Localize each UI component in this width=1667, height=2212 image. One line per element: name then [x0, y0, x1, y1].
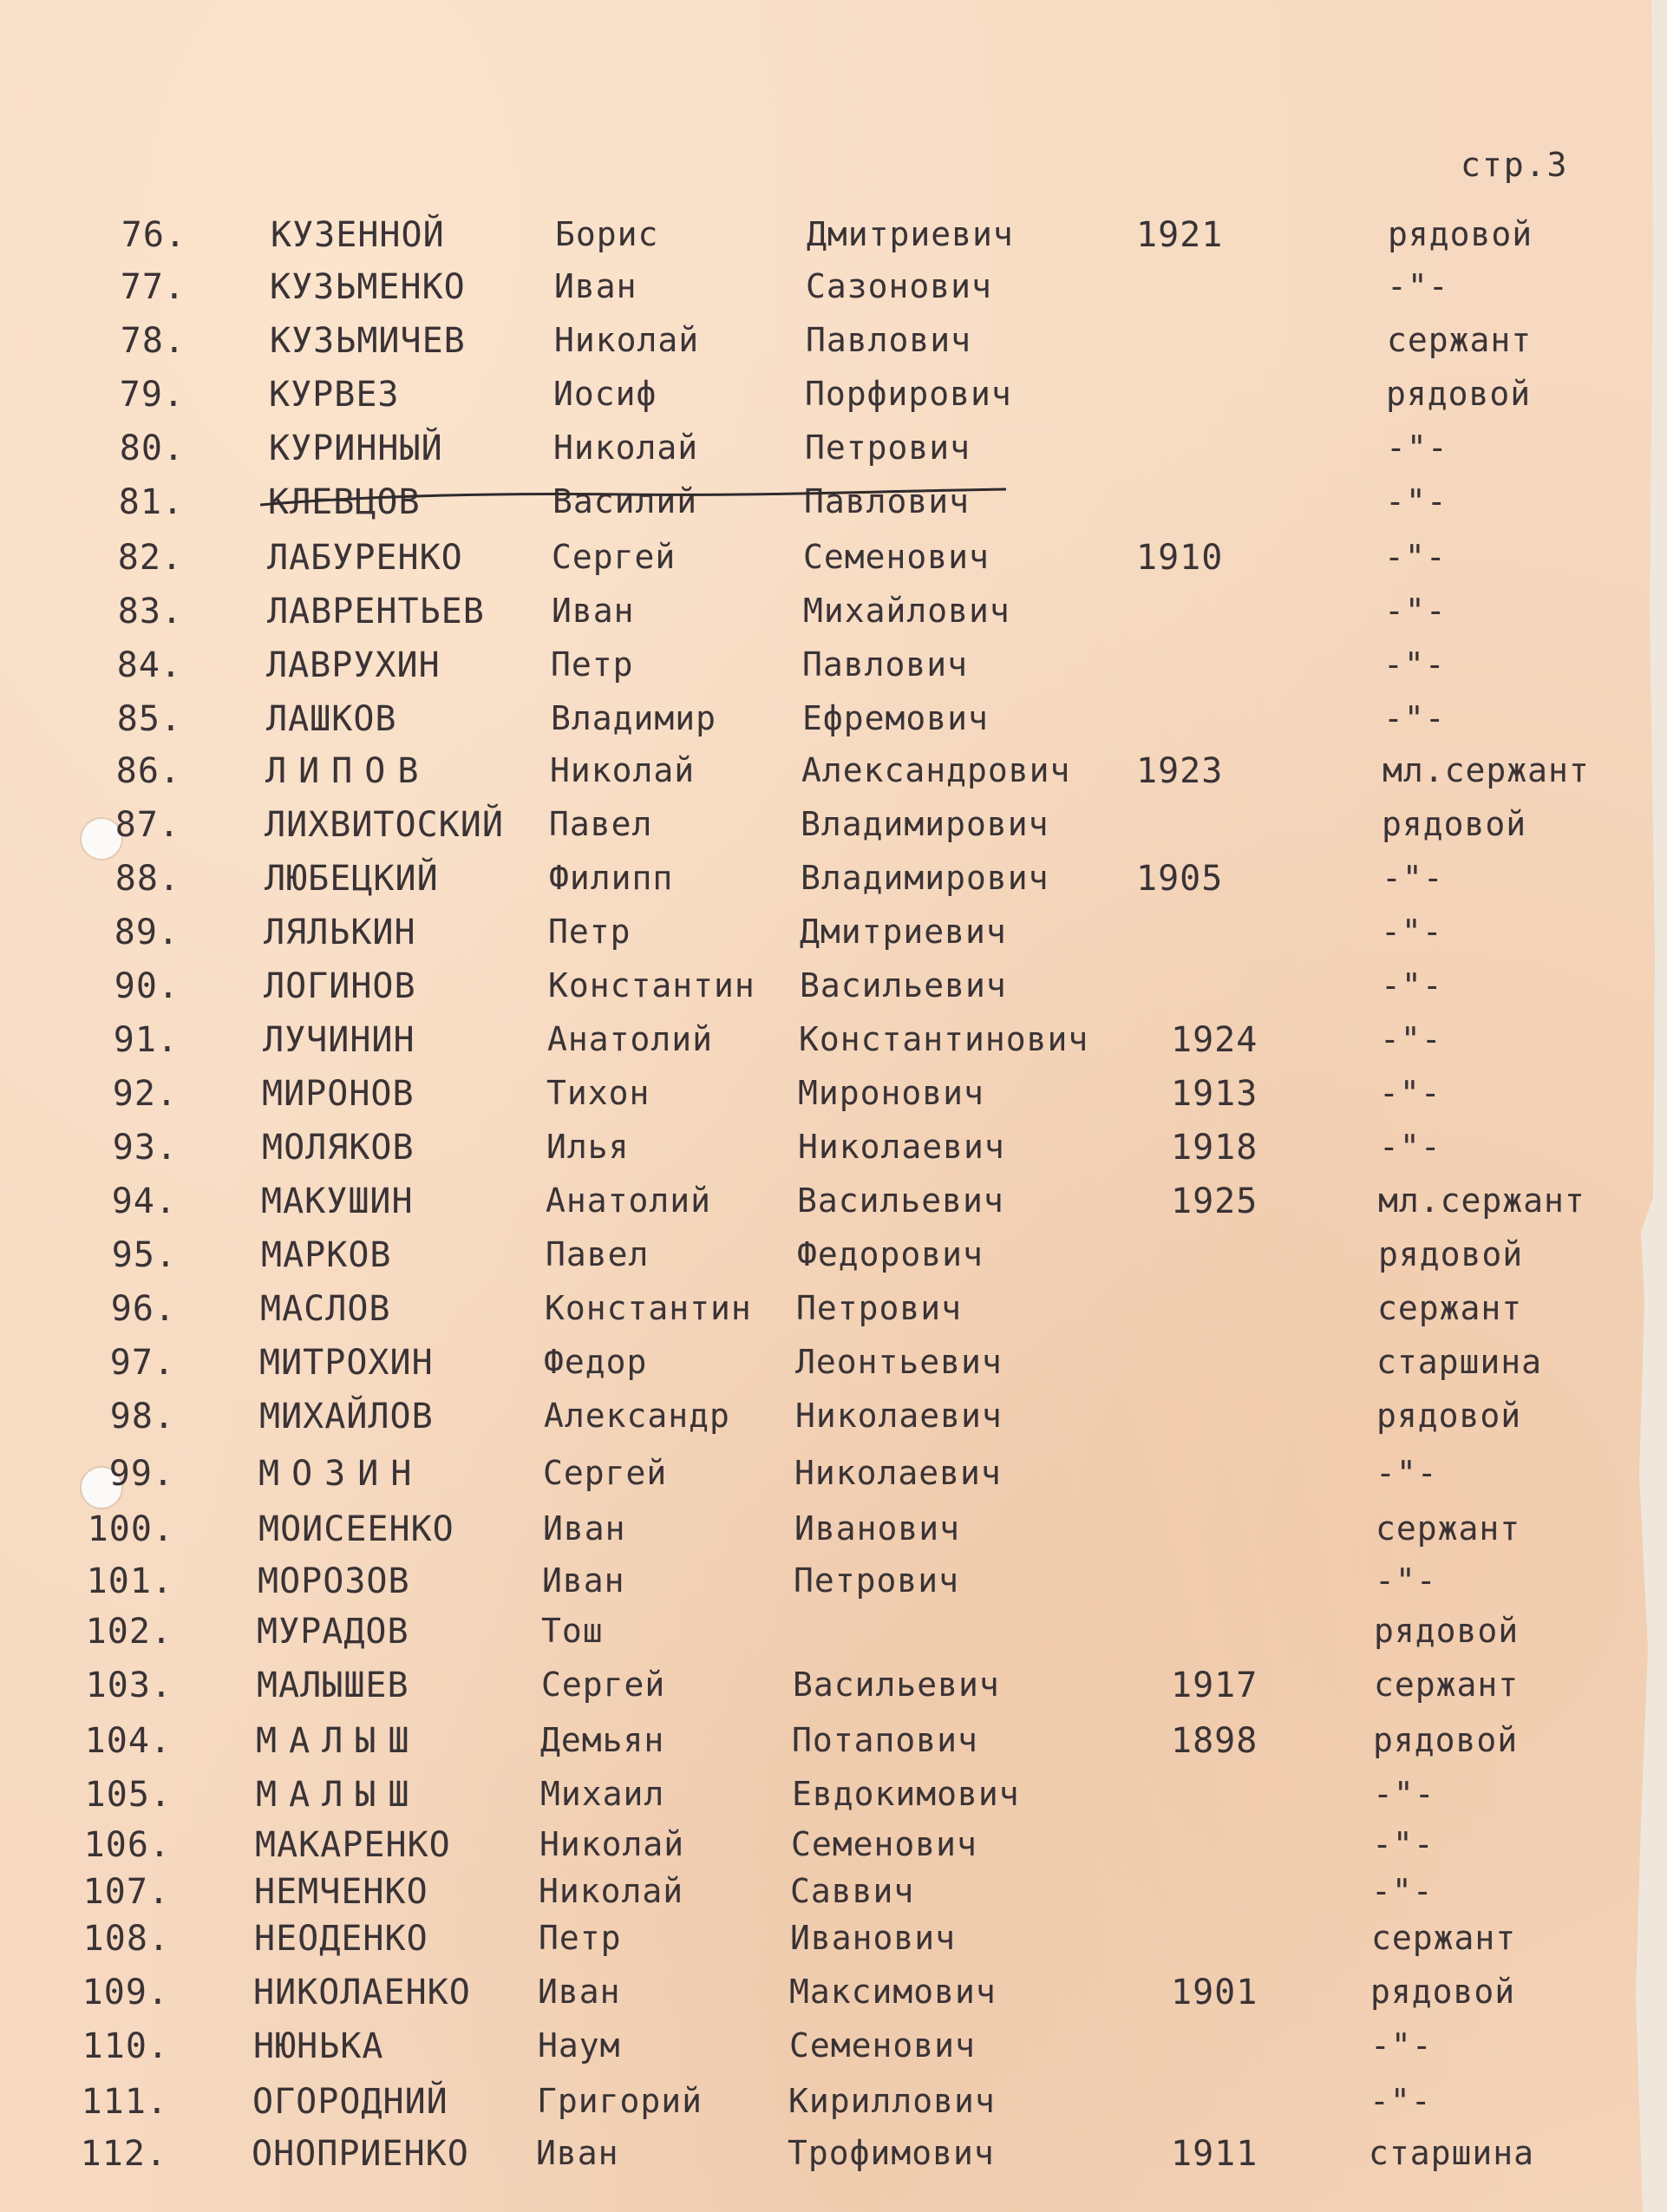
patronymic: Павлович: [806, 321, 972, 359]
surname: МИРОНОВ: [262, 1074, 415, 1114]
patronymic: Николаевич: [795, 1397, 1003, 1435]
surname: НИКОЛАЕНКО: [253, 1973, 471, 2012]
first-name: Тихон: [546, 1074, 650, 1112]
rank: -"-: [1370, 2026, 1433, 2065]
surname: МИТРОХИН: [259, 1343, 434, 1383]
row-number: 101.: [86, 1561, 173, 1601]
surname: ЛУЧИНИН: [263, 1020, 415, 1060]
rank: -"-: [1380, 1020, 1442, 1058]
row-number: 91.: [113, 1020, 179, 1060]
first-name: Иван: [538, 1973, 621, 2011]
patronymic: Семенович: [789, 2026, 976, 2065]
table-row: [0, 2026, 1667, 2078]
first-name: Федор: [544, 1343, 648, 1381]
birth-year: 1911: [1171, 2134, 1258, 2174]
patronymic: Павлович: [804, 482, 971, 520]
table-row: [0, 1973, 1667, 2025]
first-name: Сергей: [543, 1454, 668, 1492]
table-row: [0, 1128, 1667, 1180]
patronymic: Трофимович: [788, 2134, 995, 2172]
table-row: [0, 267, 1667, 319]
patronymic: Михайлович: [803, 592, 1010, 630]
surname: ЛАВРЕНТЬЕВ: [267, 592, 485, 632]
surname: МАРКОВ: [261, 1235, 392, 1275]
row-number: 99.: [108, 1454, 174, 1494]
patronymic: Петрович: [796, 1289, 963, 1327]
surname: ЛИПОВ: [265, 751, 431, 791]
table-row: [0, 645, 1667, 697]
first-name: Петр: [539, 1919, 622, 1957]
birth-year: 1921: [1136, 215, 1224, 255]
surname: КУЗЕННОЙ: [271, 215, 445, 255]
patronymic: Леонтьевич: [795, 1343, 1003, 1381]
first-name: Николай: [554, 321, 700, 359]
table-row: [0, 1775, 1667, 1827]
table-row: [0, 1509, 1667, 1561]
rank: рядовой: [1382, 805, 1527, 843]
rank: -"-: [1385, 482, 1448, 520]
patronymic: Сазонович: [806, 267, 992, 305]
birth-year: 1901: [1171, 1973, 1258, 2012]
first-name: Анатолий: [546, 1181, 712, 1220]
table-row: [0, 1612, 1667, 1664]
rank: рядовой: [1378, 1235, 1524, 1273]
first-name: Иван: [542, 1561, 625, 1600]
patronymic: Дмитриевич: [800, 913, 1007, 951]
surname: ЛОГИНОВ: [264, 966, 416, 1006]
table-row: [0, 1454, 1667, 1506]
first-name: Петр: [551, 645, 634, 684]
patronymic: Петрович: [805, 429, 971, 467]
first-name: Владимир: [551, 699, 717, 737]
first-name: Николай: [553, 429, 699, 467]
first-name: Сергей: [552, 538, 677, 576]
first-name: Иван: [543, 1509, 626, 1548]
first-name: Илья: [546, 1128, 630, 1166]
first-name: Иван: [536, 2134, 619, 2172]
first-name: Петр: [548, 913, 631, 951]
table-row: [0, 375, 1667, 427]
first-name: Демьян: [540, 1721, 665, 1759]
patronymic: Павлович: [802, 645, 969, 684]
table-row: [0, 538, 1667, 590]
rank: рядовой: [1376, 1397, 1522, 1435]
rank: мл.сержант: [1378, 1181, 1585, 1220]
rank: рядовой: [1373, 1721, 1519, 1759]
rank: старшина: [1376, 1343, 1543, 1381]
strikethrough-line: [260, 484, 1006, 519]
row-number: 100.: [87, 1509, 174, 1549]
patronymic: Порфирович: [805, 375, 1012, 413]
rank: -"-: [1376, 1454, 1438, 1492]
row-number: 82.: [117, 538, 183, 578]
surname: ЛАБУРЕНКО: [267, 538, 463, 578]
rank: -"-: [1382, 859, 1444, 897]
rank: -"-: [1379, 1074, 1441, 1112]
table-row: [0, 1235, 1667, 1287]
surname: КУРВЕЗ: [269, 375, 400, 415]
birth-year: 1923: [1136, 751, 1224, 791]
surname: НЕОДЕНКО: [254, 1919, 428, 1959]
rank: -"-: [1371, 1872, 1434, 1910]
rank: -"-: [1387, 267, 1449, 305]
row-number: 83.: [117, 592, 183, 632]
patronymic: Николаевич: [794, 1454, 1002, 1492]
patronymic: Константинович: [799, 1020, 1089, 1058]
rank: сержант: [1377, 1289, 1523, 1327]
surname: ОНОПРИЕНКО: [252, 2134, 469, 2174]
rank: -"-: [1375, 1561, 1437, 1600]
patronymic: Семенович: [803, 538, 990, 576]
rank: -"-: [1381, 966, 1443, 1005]
birth-year: 1910: [1136, 538, 1224, 578]
first-name: Наум: [538, 2026, 621, 2065]
rank: -"-: [1383, 645, 1446, 684]
row-number: 102.: [85, 1612, 173, 1652]
patronymic: Евдокимович: [792, 1775, 1020, 1813]
row-number: 78.: [120, 321, 186, 361]
row-number: 79.: [119, 375, 185, 415]
patronymic: Кириллович: [788, 2082, 996, 2120]
table-row: [0, 1872, 1667, 1924]
first-name: Николай: [550, 751, 696, 789]
birth-year: 1898: [1171, 1721, 1258, 1761]
rank: рядовой: [1370, 1973, 1516, 2011]
first-name: Борис: [555, 215, 659, 253]
first-name: Павел: [546, 1235, 650, 1273]
rank: -"-: [1373, 1775, 1435, 1813]
rank: -"-: [1370, 2082, 1432, 2120]
patronymic: Васильевич: [797, 1181, 1004, 1220]
table-row: [0, 699, 1667, 751]
surname: МАКАРЕНКО: [255, 1825, 451, 1865]
first-name: Анатолий: [547, 1020, 714, 1058]
table-row: [0, 805, 1667, 857]
table-row: [0, 1721, 1667, 1773]
first-name: Филипп: [549, 859, 674, 897]
rank: рядовой: [1388, 215, 1533, 253]
row-number: 80.: [119, 429, 185, 468]
table-row: [0, 429, 1667, 481]
birth-year: 1917: [1171, 1666, 1258, 1705]
table-row: [0, 913, 1667, 965]
first-name: Иосиф: [553, 375, 657, 413]
patronymic: Потапович: [792, 1721, 978, 1759]
patronymic: Федорович: [797, 1235, 984, 1273]
surname: КУРИННЫЙ: [269, 429, 443, 468]
patronymic: Владимирович: [801, 859, 1049, 897]
rank: -"-: [1383, 699, 1446, 737]
first-name: Михаил: [540, 1775, 665, 1813]
first-name: Василий: [552, 482, 698, 520]
patronymic: Васильевич: [800, 966, 1007, 1005]
page-number: стр.3: [1461, 146, 1569, 184]
row-number: 86.: [115, 751, 181, 791]
patronymic: Дмитриевич: [807, 215, 1014, 253]
patronymic: Миронович: [798, 1074, 984, 1112]
surname: КЛЕВЦОВ: [268, 482, 421, 522]
row-number: 93.: [112, 1128, 178, 1168]
rank: сержант: [1374, 1666, 1520, 1704]
table-row: [0, 1343, 1667, 1395]
surname: МОЗИН: [258, 1454, 424, 1494]
row-number: 76.: [121, 215, 186, 255]
row-number: 103.: [85, 1666, 173, 1705]
table-row: [0, 1397, 1667, 1449]
surname: НЕМЧЕНКО: [254, 1872, 428, 1912]
row-number: 77.: [120, 267, 186, 307]
patronymic: Максимович: [789, 1973, 997, 2011]
row-number: 107.: [82, 1872, 170, 1912]
row-number: 90.: [114, 966, 180, 1006]
surname: МАЛЫШЕВ: [257, 1666, 409, 1705]
row-number: 95.: [111, 1235, 177, 1275]
rank: -"-: [1386, 429, 1448, 467]
row-number: 94.: [111, 1181, 177, 1221]
row-number: 98.: [109, 1397, 175, 1436]
first-name: Константин: [548, 966, 755, 1005]
first-name: Николай: [539, 1872, 684, 1910]
row-number: 92.: [112, 1074, 178, 1114]
patronymic: Владимирович: [801, 805, 1049, 843]
patronymic: Николаевич: [798, 1128, 1005, 1166]
surname: ОГОРОДНИЙ: [252, 2082, 448, 2122]
surname: МОРОЗОВ: [258, 1561, 410, 1601]
row-number: 89.: [114, 913, 180, 952]
rank: -"-: [1379, 1128, 1441, 1166]
row-number: 104.: [84, 1721, 172, 1761]
first-name: Константин: [545, 1289, 752, 1327]
row-number: 88.: [114, 859, 180, 899]
surname: МАСЛОВ: [260, 1289, 391, 1329]
row-number: 109.: [82, 1973, 169, 2012]
patronymic: Александрович: [801, 751, 1071, 789]
row-number: 112.: [80, 2134, 167, 2174]
surname: КУЗЬМИЧЕВ: [270, 321, 466, 361]
rank: -"-: [1384, 592, 1447, 630]
table-row: [0, 215, 1667, 267]
row-number: 97.: [109, 1343, 175, 1383]
surname: ЛАВРУХИН: [266, 645, 441, 685]
first-name: Тош: [541, 1612, 604, 1650]
table-row: [0, 1919, 1667, 1971]
row-number: 106.: [83, 1825, 171, 1865]
row-number: 84.: [116, 645, 182, 685]
table-row: [0, 1825, 1667, 1877]
birth-year: 1924: [1171, 1020, 1258, 1060]
table-row: [0, 592, 1667, 644]
surname: ЛЮБЕЦКИЙ: [265, 859, 439, 899]
patronymic: Петрович: [794, 1561, 960, 1600]
rank: сержант: [1371, 1919, 1517, 1957]
birth-year: 1925: [1171, 1181, 1258, 1221]
surname: МУРАДОВ: [257, 1612, 409, 1652]
table-row: [0, 1289, 1667, 1341]
birth-year: 1918: [1171, 1128, 1258, 1168]
first-name: Сергей: [541, 1666, 666, 1704]
rank: сержант: [1387, 321, 1533, 359]
surname: МОИСЕЕНКО: [258, 1509, 454, 1549]
birth-year: 1905: [1136, 859, 1224, 899]
first-name: Иван: [554, 267, 637, 305]
first-name: Григорий: [537, 2082, 703, 2120]
patronymic: Саввич: [790, 1872, 915, 1910]
row-number: 87.: [114, 805, 180, 845]
table-row: [0, 751, 1667, 803]
table-row: [0, 1074, 1667, 1126]
first-name: Александр: [544, 1397, 730, 1435]
row-number: 108.: [82, 1919, 170, 1959]
rank: -"-: [1381, 913, 1443, 951]
patronymic: Иванович: [794, 1509, 961, 1548]
table-row: [0, 1181, 1667, 1234]
surname: ЛИХВИТОСКИЙ: [265, 805, 504, 845]
birth-year: 1913: [1171, 1074, 1258, 1114]
patronymic: Семенович: [791, 1825, 977, 1863]
table-row: [0, 1561, 1667, 1613]
table-row: [0, 1666, 1667, 1718]
surname: ЛАШКОВ: [266, 699, 397, 739]
surname: ЛЯЛЬКИН: [264, 913, 416, 952]
rank: -"-: [1372, 1825, 1435, 1863]
row-number: 111.: [81, 2082, 168, 2122]
rank: -"-: [1384, 538, 1447, 576]
table-row: [0, 2134, 1667, 2186]
rank: рядовой: [1374, 1612, 1520, 1650]
rank: старшина: [1369, 2134, 1535, 2172]
patronymic: Иванович: [790, 1919, 957, 1957]
row-number: 81.: [118, 482, 184, 522]
surname: МАКУШИН: [261, 1181, 414, 1221]
first-name: Иван: [552, 592, 635, 630]
table-row: [0, 1020, 1667, 1072]
table-row: [0, 2082, 1667, 2134]
surname: МИХАЙЛОВ: [259, 1397, 434, 1436]
table-row: [0, 321, 1667, 373]
first-name: Николай: [539, 1825, 685, 1863]
rank: мл.сержант: [1383, 751, 1590, 789]
surname: МАЛЫШ: [256, 1721, 422, 1761]
surname: КУЗЬМЕНКО: [270, 267, 466, 307]
surname: НЮНЬКА: [253, 2026, 384, 2066]
patronymic: Ефремович: [802, 699, 989, 737]
row-number: 105.: [84, 1775, 172, 1815]
rank: рядовой: [1386, 375, 1532, 413]
row-number: 110.: [82, 2026, 169, 2066]
first-name: Павел: [549, 805, 653, 843]
row-number: 96.: [110, 1289, 176, 1329]
table-row: [0, 966, 1667, 1018]
surname: МОЛЯКОВ: [262, 1128, 415, 1168]
surname: МАЛЫШ: [256, 1775, 422, 1815]
row-number: 85.: [116, 699, 182, 739]
rank: сержант: [1376, 1509, 1521, 1548]
patronymic: Васильевич: [793, 1666, 1000, 1704]
table-row: [0, 859, 1667, 911]
